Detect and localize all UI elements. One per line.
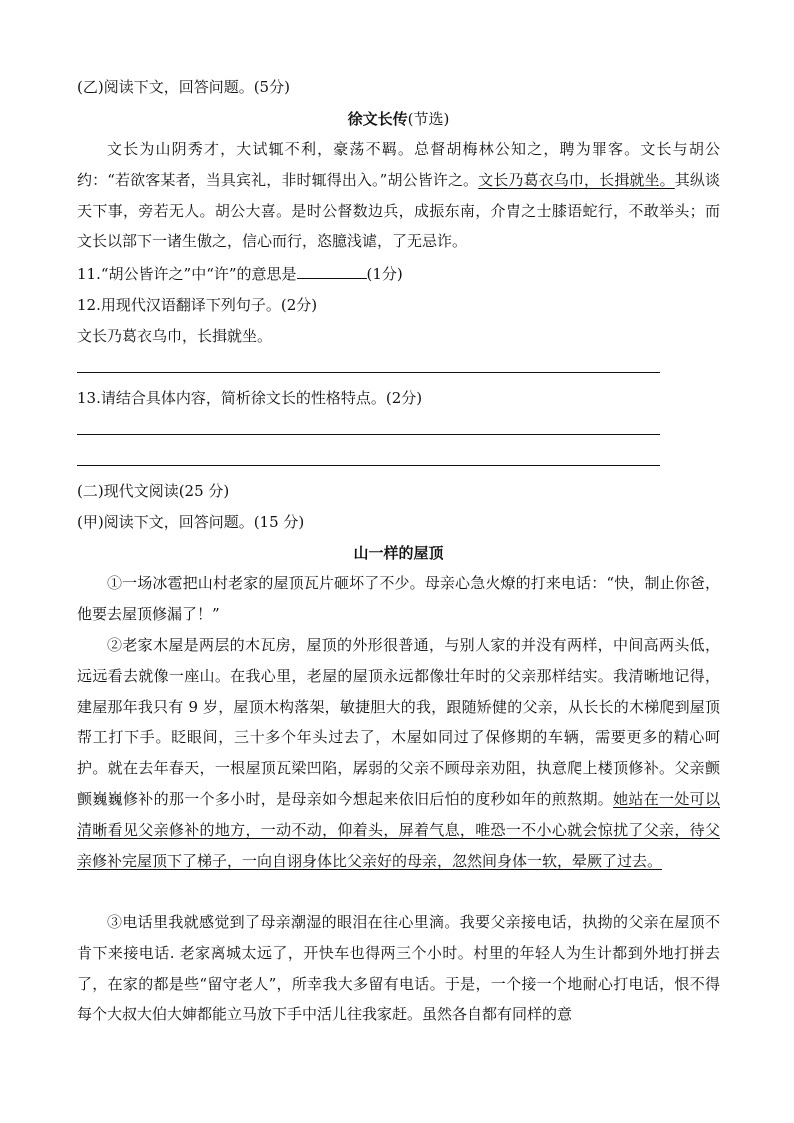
- underlined-passage: 她站在一处可以清晰看见父亲修补的地方，一动不动，仰着头，屏着气息，唯恐一不小心就会惊扰了父亲，待父亲修补完屋顶下了梯子，一向自诩身体比父亲好的母亲，忽然间身体一软，晕厥了过去。: [77, 789, 720, 870]
- underlined-sentence: 文长乃葛衣乌巾，长揖就坐。: [478, 170, 675, 189]
- question-11: [77, 264, 737, 284]
- passage-paragraph-3: ③电话里我就感觉到了母亲潮湿的眼泪在往心里滴。我要父亲接电话，执拗的父亲在屋顶不肯下来接电话. 老家离城太远了，开快车也得两三个小时。村里的年轻人为生计都到外地打拼去了，在家的都是些“留守老人”，所幸我大多留有电话。于是，一个接一个地耐心打电话，恨不得每个大叔大伯大婶都能立马放下手中活儿往我家赶。虽然各自都有同样的意: [77, 913, 720, 1024]
- passage-title-note: (节选): [407, 110, 450, 128]
- answer-line: [77, 372, 660, 373]
- passage-title-mountain-roof: 山一样的屋顶: [353, 544, 444, 562]
- passage-paragraph-classical: [77, 134, 720, 257]
- paragraph-text-rest: 其纵谈天下事，旁若无人。胡公大喜。是时公督数边兵，成振东南，介胄之士膝语蛇行，不敢举头；而文长以部下一诸生傲之，信心而行，恣臆浅谑，了无忌诈。: [77, 170, 720, 251]
- question-11-score: (1分): [366, 265, 403, 283]
- answer-line: [77, 465, 660, 466]
- question-12: 12.用现代汉语翻译下列句子。(2分): [77, 296, 318, 314]
- question-11-text: 11.“胡公皆许之”中“许”的意思是: [77, 265, 297, 283]
- passage-title-xu-wenchang: [77, 109, 720, 129]
- answer-line: [77, 434, 660, 435]
- section-b-heading: (乙)阅读下文，回答问题。(5分): [77, 78, 290, 96]
- passage-title-main: 徐文长传: [347, 110, 408, 128]
- passage-paragraph-2: [77, 630, 720, 876]
- question-13: 13.请结合具体内容，简析徐文长的性格特点。(2分): [77, 389, 423, 407]
- section-2-sub-heading: (甲)阅读下文，回答问题。(15 分): [77, 513, 305, 531]
- section-2-heading: (二)现代文阅读(25 分): [77, 482, 230, 500]
- paragraph-text: 文长为山阴秀才，大试辄不利，豪荡不羁。总督胡梅林公知之，聘为罪客。文长与胡公约：“若欲客某者，当具宾礼，非时辄得出入。”胡公皆许之。: [77, 140, 720, 189]
- question-12-sentence: 文长乃葛衣乌巾，长揖就坐。: [77, 327, 273, 345]
- answer-blank: [297, 264, 367, 279]
- passage-paragraph-1: ①一场冰雹把山村老家的屋顶瓦片砸坏了不少。母亲心急火燎的打来电话：“快，制止你爸，他要去屋顶修漏了！”: [77, 574, 720, 623]
- paragraph-text: ②老家木屋是两层的木瓦房，屋顶的外形很普通，与别人家的并没有两样，中间高两头低，远远看去就像一座山。在我心里，老屋的屋顶永远都像壮年时的父亲那样结实。我清晰地记得，建屋那年我只有 9 岁，屋顶木构落架，敏捷胆大的我，跟随矫健的父亲，从长长的木梯爬到屋顶帮工打下手。眨眼间，三十多个年头过去了，木屋如同过了保修期的车辆，需要更多的精心呵护。就在去年春天，一根屋顶瓦梁凹陷，孱弱的父亲不顾母亲劝阻，执意爬上楼顶修补。父亲颤颤巍巍修补的那一个多小时，是母亲如今想起来依旧后怕的度秒如年的煎熬期。: [77, 636, 720, 808]
